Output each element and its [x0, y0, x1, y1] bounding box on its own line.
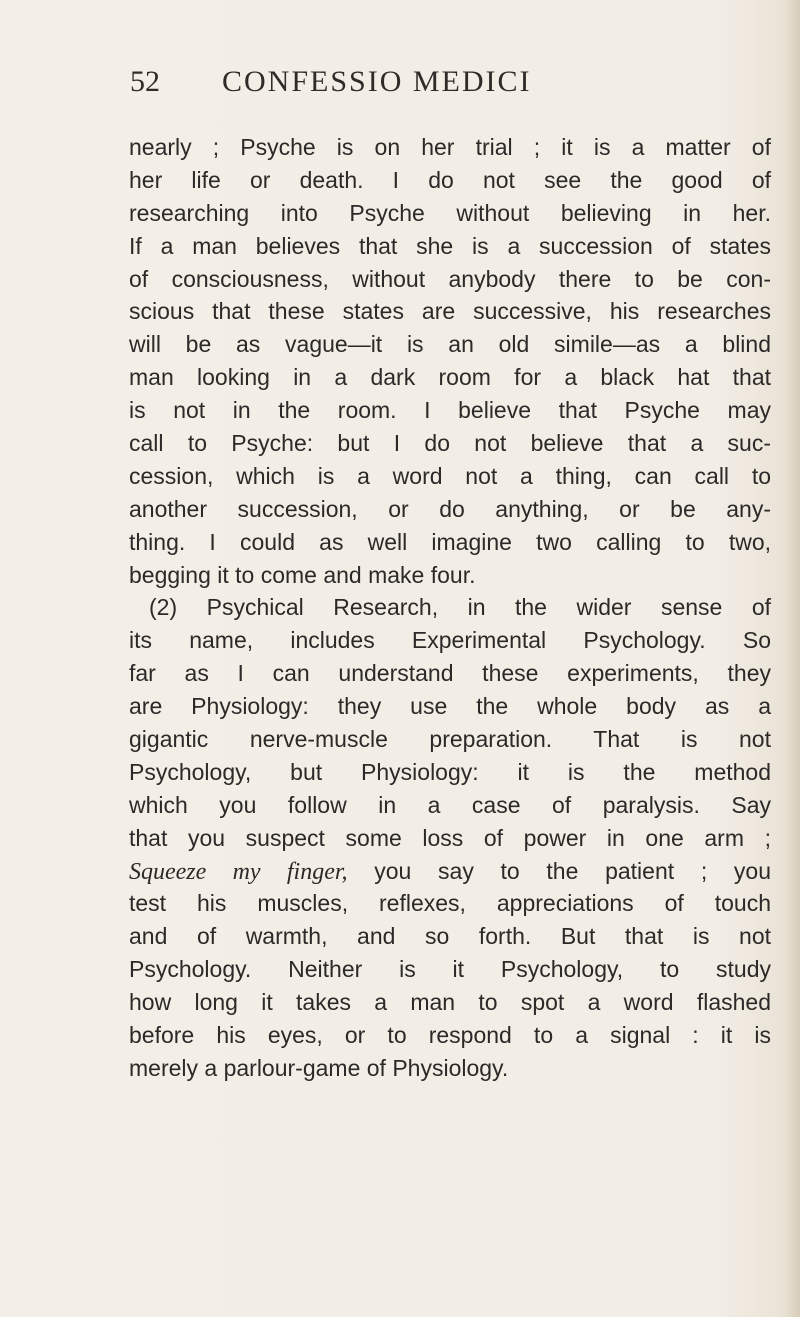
- text-line: far as I can understand these experiments, they: [129, 660, 771, 687]
- text-line: cession, which is a word not a thing, can call to: [129, 462, 771, 489]
- text-line: which you follow in a case of paralysis. Say: [129, 791, 771, 818]
- text-line: test his muscles, reflexes, appreciations of touch: [129, 890, 771, 917]
- text-line: how long it takes a man to spot a word flashed: [129, 989, 771, 1016]
- page-header: [0, 62, 800, 102]
- page-number: 52: [130, 65, 160, 98]
- text-line: thing. I could as well imagine two calling to two,: [129, 528, 771, 555]
- text-line: begging it to come and make four.: [129, 561, 476, 588]
- text-line-rest: you say to the patient ; you: [374, 857, 771, 884]
- text-line: that you suspect some loss of power in one arm ;: [129, 824, 771, 851]
- text-line: call to Psyche: but I do not believe that a suc-: [129, 430, 771, 457]
- text-line: another succession, or do anything, or be any-: [129, 495, 771, 522]
- running-title: CONFESSIO MEDICI: [222, 65, 532, 98]
- text-line: of consciousness, without anybody there to be con-: [129, 265, 771, 292]
- italic-phrase: Squeeze my finger,: [129, 858, 348, 885]
- text-line: her life or death. I do not see the good of: [129, 166, 771, 193]
- body-text: [129, 131, 771, 1085]
- text-line: man looking in a dark room for a black hat that: [129, 364, 771, 391]
- text-line: scious that these states are successive, his researches: [129, 298, 771, 325]
- text-line: before his eyes, or to respond to a signal : it is: [129, 1022, 771, 1049]
- page-edge-shadow: [786, 0, 800, 1317]
- text-line: Psychology. Neither is it Psychology, to study: [129, 956, 771, 983]
- text-line: is not in the room. I believe that Psyche may: [129, 397, 771, 424]
- text-line: Psychology, but Physiology: it is the method: [129, 758, 771, 785]
- text-line: If a man believes that she is a succession of states: [129, 232, 771, 259]
- text-line: merely a parlour-game of Physiology.: [129, 1054, 509, 1081]
- paragraph-start-line: (2) Psychical Research, in the wider sense of: [149, 594, 771, 621]
- text-line: its name, includes Experimental Psychology. So: [129, 627, 771, 654]
- text-line: are Physiology: they use the whole body as a: [129, 693, 771, 720]
- text-line: and of warmth, and so forth. But that is not: [129, 923, 771, 950]
- text-line: researching into Psyche without believing in her.: [129, 199, 771, 226]
- text-line: nearly ; Psyche is on her trial ; it is a matter of: [129, 134, 771, 160]
- text-line-with-italic: [129, 855, 771, 888]
- text-line: gigantic nerve-muscle preparation. That is not: [129, 726, 771, 753]
- text-line: will be as vague—it is an old simile—as a blind: [129, 331, 771, 358]
